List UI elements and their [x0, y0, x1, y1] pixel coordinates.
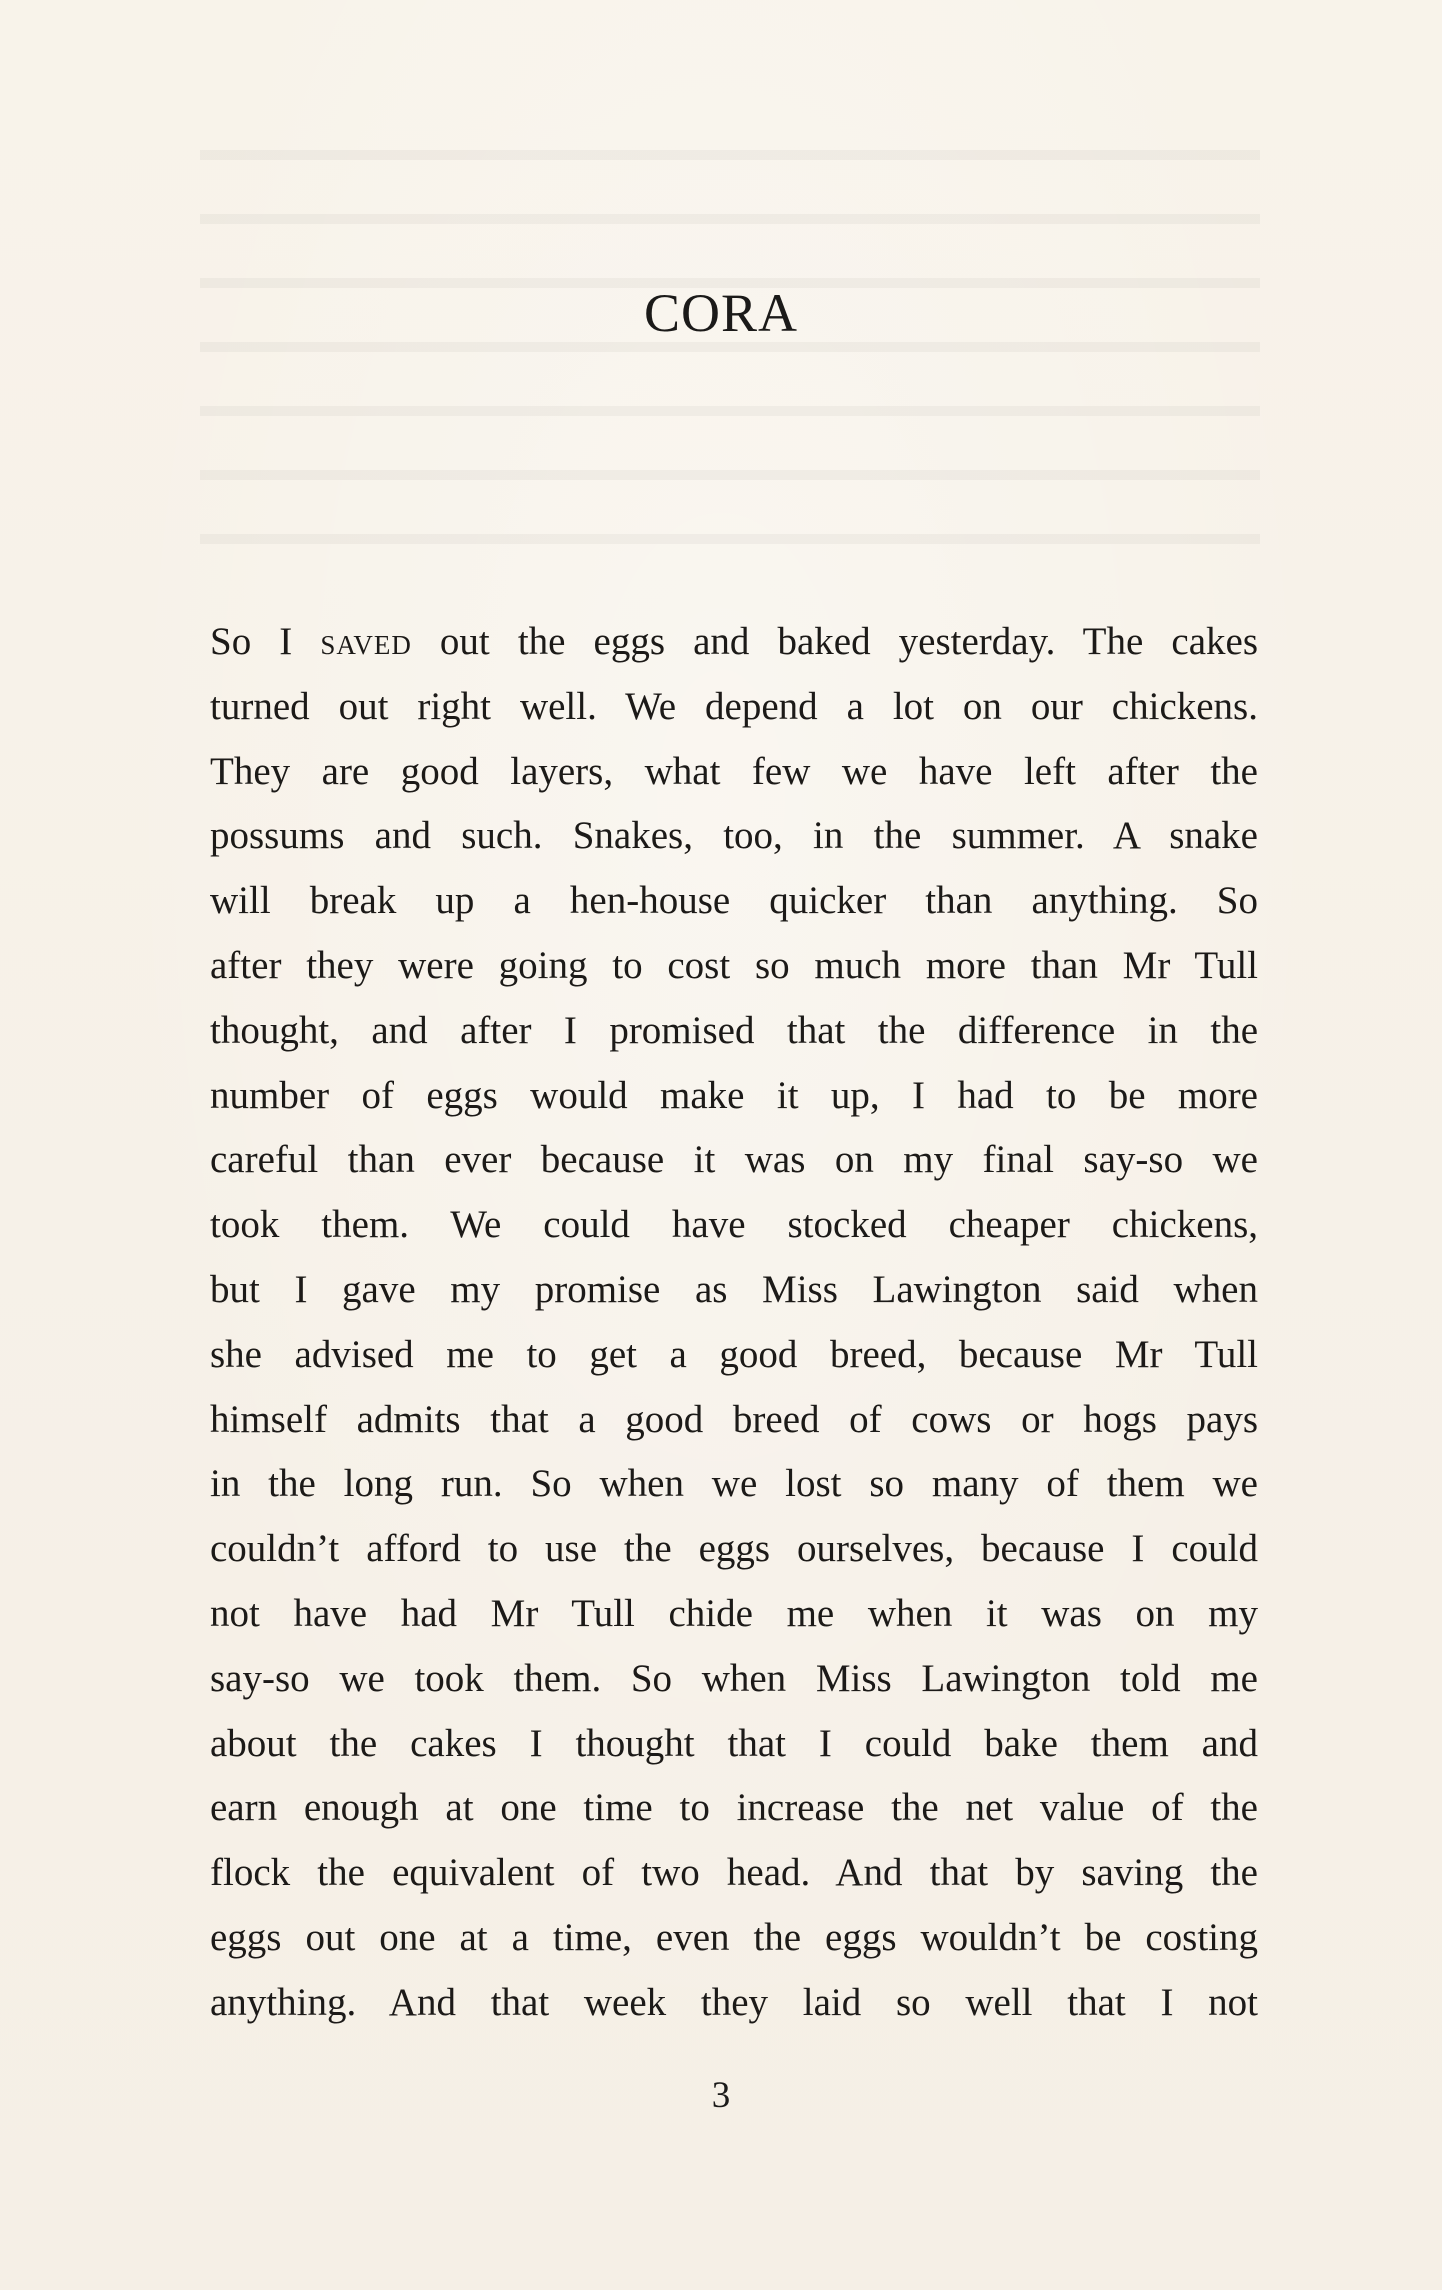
chapter-title: CORA [643, 283, 799, 343]
body-line-13: himself admits that a good breed of cows or hogs pays [210, 1397, 1258, 1441]
body-line-20: flock the equivalent of two head. And that by saving the [210, 1851, 1258, 1895]
body-line-8: number of eggs would make it up, I had to be more [210, 1073, 1258, 1117]
body-line-10: took them. We could have stocked cheaper chickens, [210, 1203, 1258, 1247]
body-line-11: but I gave my promise as Miss Lawington said when [210, 1267, 1258, 1311]
body-line-6: after they were going to cost so much more than Mr Tull [210, 943, 1258, 987]
body-line-19: earn enough at one time to increase the net value of the [210, 1786, 1258, 1830]
opening-rest: out the eggs and baked yesterday. The cakes [411, 620, 1258, 663]
opening-lead: So I [210, 620, 321, 663]
body-line-9: careful than ever because it was on my final say-so we [210, 1138, 1258, 1182]
body-line-3: They are good layers, what few we have left after the [210, 749, 1258, 793]
body-line-4: possums and such. Snakes, too, in the summer. A snake [210, 814, 1258, 858]
body-line-14: in the long run. So when we lost so many of them we [210, 1462, 1258, 1506]
body-line-21: eggs out one at a time, even the eggs wouldn’t be costing [210, 1915, 1258, 1959]
page-number: 3 [711, 2075, 731, 2116]
body-line-2: turned out right well. We depend a lot on our chickens. [210, 684, 1258, 728]
body-line-7: thought, and after I promised that the difference in the [210, 1008, 1258, 1052]
body-line-5: will break up a hen-house quicker than anything. So [210, 879, 1258, 923]
body-line-18: about the cakes I thought that I could bake them and [210, 1721, 1258, 1765]
body-line-15: couldn’t afford to use the eggs ourselves, because I could [210, 1527, 1258, 1571]
show-through-texture [200, 150, 1260, 590]
opening-smallcaps: saved [320, 620, 412, 663]
body-line-17: say-so we took them. So when Miss Lawington told me [210, 1656, 1258, 1700]
body-line-16: not have had Mr Tull chide me when it was on my [210, 1591, 1258, 1635]
body-line-12: she advised me to get a good breed, because Mr Tull [210, 1332, 1258, 1376]
body-line-1 [210, 610, 1258, 675]
body-text [210, 610, 1258, 2036]
body-line-22: anything. And that week they laid so well that I not [210, 1980, 1258, 2024]
